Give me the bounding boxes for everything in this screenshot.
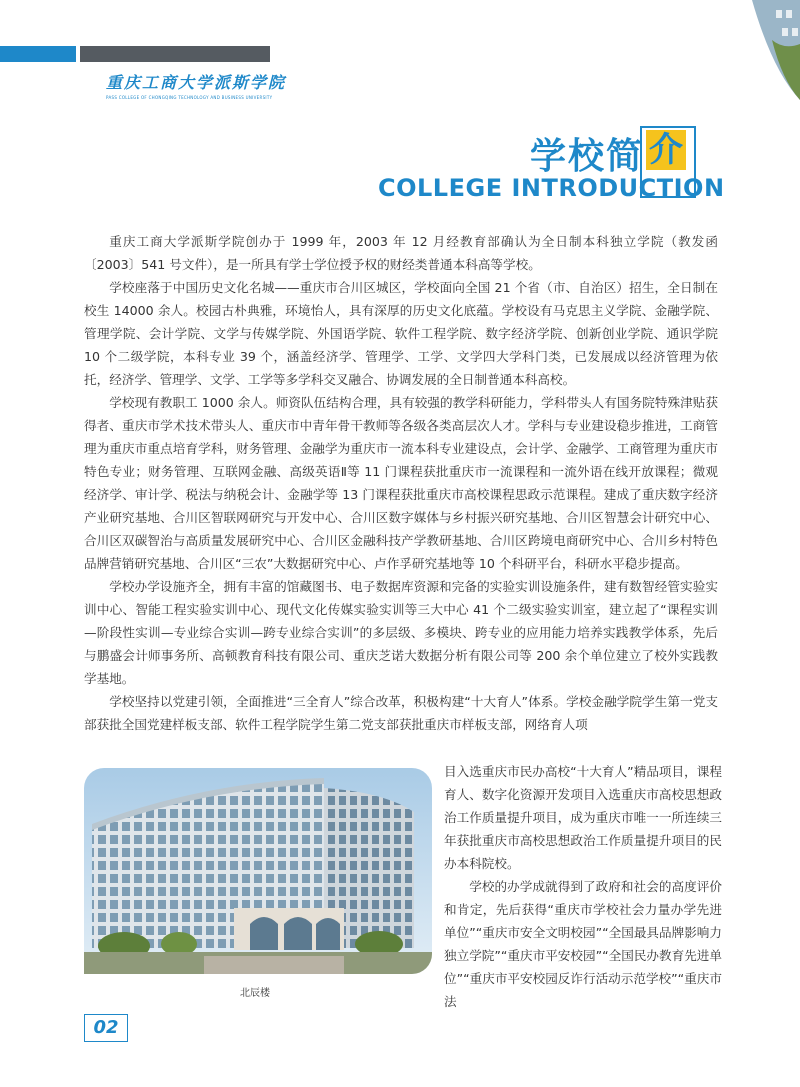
title-english: COLLEGE INTRODUCTION <box>378 174 725 202</box>
title-chinese: 学校简 <box>529 136 644 177</box>
college-logo <box>106 70 286 100</box>
paragraph: 重庆工商大学派斯学院创办于 1999 年，2003 年 12 月经教育部确认为全日制本科独立学院（教发函〔2003〕541 号文件），是一所具有学士学位授予权的财经类普通本科高等学校。 <box>84 234 718 272</box>
section-title <box>360 118 725 208</box>
corner-building-photo <box>752 0 800 100</box>
title-chinese-highlight: 介 <box>646 130 686 170</box>
logo-english-name: PASS COLLEGE OF CHONGQING TECHNOLOGY AND BUSINESS UNIVERSITY <box>106 95 273 100</box>
article-body-wrapped <box>444 760 722 1013</box>
logo-chinese-name: 重庆工商大学派斯学院 <box>106 73 287 92</box>
paragraph: 学校的办学成就得到了政府和社会的高度评价和肯定，先后获得“重庆市学校社会力量办学先进单位”“重庆市安全文明校园”“全国最具品牌影响力独立学院”“重庆市平安校园”“全国民办教育先进单位”“重庆市平安校园反诈行活动示范学校”“重庆市法 <box>444 879 722 1009</box>
beichen-building-photo <box>84 768 432 974</box>
page-number: 02 <box>84 1014 128 1042</box>
paragraph: 学校现有教职工 1000 余人。师资队伍结构合理，具有较强的教学科研能力，学科带头人有国务院特殊津贴获得者、重庆市学术技术带头人、重庆市中青年骨干教师等各级各类高层次人才。学科与专业建设稳步推进，工商管理为重庆市重点培育学科，财务管理、金融学为重庆市一流本科专业建设点，会计学、金融学、工商管理为重庆市特色专业；财务管理、互联网金融、高级英语Ⅱ等 11 门课程获批重庆市一流课程和一流外语在线开放课程；微观经济学、审计学、税法与纳税会计、金融学等 13 门课程获批重庆市高校课程思政示范课程。建成了重庆数字经济产业研究基地、合川区智联网研究与开发中心、合川区数字媒体与乡村振兴研究基地、合川区智慧会计研究中心、合川区双碳智治与高质量发展研究中心、合川区金融科技产学教研基地、合川区跨境电商研究中心、合川乡村特色品牌营销研究基地、合川区“三农”大数据研究中心、卢作孚研究基地等 10 个科研平台，科研水平稳步提高。 <box>84 395 718 571</box>
article-body <box>84 230 718 736</box>
paragraph: 学校座落于中国历史文化名城——重庆市合川区城区，学校面向全国 21 个省（市、自治区）招生，全日制在校生 14000 余人。校园古朴典雅，环境怡人，具有深厚的历史文化底蕴。学校设有马克思主义学院、金融学院、管理学院、会计学院、文学与传媒学院、外国语学院、软件工程学院、数字经济学院、创新创业学院、通识学院 10 个二级学院，本科专业 39 个，涵盖经济学、管理学、工学、文学四大学科门类，已发展成以经济管理为依托，经济学、管理学、文学、工学等多学科交叉融合、协调发展的全日制普通本科高校。 <box>84 280 718 387</box>
paragraph: 学校坚持以党建引领，全面推进“三全育人”综合改革，积极构建“十大育人”体系。学校金融学院学生第一党支部获批全国党建样板支部、软件工程学院学生第二党支部获批重庆市样板支部，网络育人项 <box>84 694 718 732</box>
paragraph: 学校办学设施齐全，拥有丰富的馆藏图书、电子数据库资源和完备的实验实训设施条件，建有数智经管实验实训中心、智能工程实验实训中心、现代文化传媒实验实训等三大中心 41 个二级实验实训室，建立起了“课程实训—阶段性实训—专业综合实训—跨专业综合实训”的多层级、多模块、跨专业的应用能力培养实践教学体系，先后与鹏盛会计师事务所、高顿教育科技有限公司、重庆芝诺大数据分析有限公司等 200 余个单位建立了校外实践教学基地。 <box>84 579 718 686</box>
photo-caption: 北辰楼 <box>240 988 270 999</box>
header-accent-bar-grey <box>80 46 270 62</box>
paragraph: 目入选重庆市民办高校“十大育人”精品项目，课程育人、数字化资源开发项目入选重庆市高校思想政治工作质量提升项目，成为重庆市唯一一所连续三年获批重庆市高校思想政治工作质量提升项目的民办本科院校。 <box>444 764 722 871</box>
header-accent-bar-blue <box>0 46 76 62</box>
